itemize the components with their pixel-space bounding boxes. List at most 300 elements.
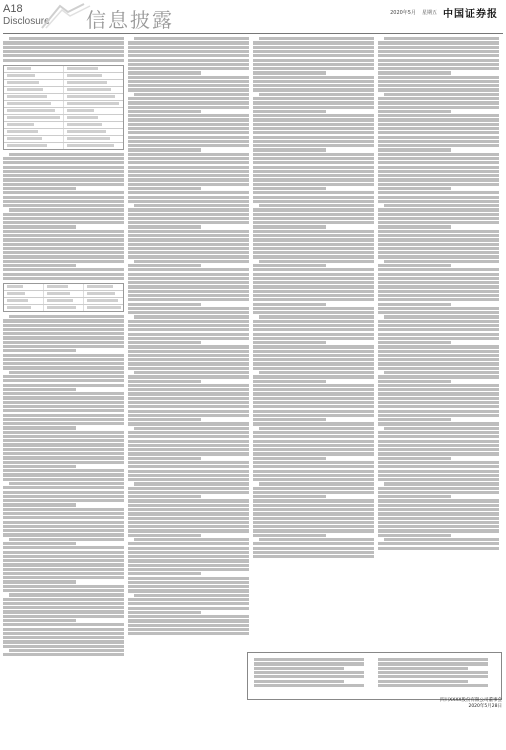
text-line xyxy=(128,367,249,370)
text-line xyxy=(378,375,499,378)
text-line xyxy=(378,333,499,336)
text-line xyxy=(384,482,499,485)
text-line xyxy=(253,478,374,481)
text-line xyxy=(253,551,374,554)
text-line xyxy=(128,598,249,601)
text-line xyxy=(128,307,249,310)
text-line xyxy=(253,110,326,113)
text-line xyxy=(3,174,124,177)
text-line xyxy=(378,354,499,357)
table-cell xyxy=(4,129,64,135)
text-line xyxy=(3,187,76,190)
text-line xyxy=(378,290,499,293)
text-line xyxy=(253,380,326,383)
text-line xyxy=(253,118,374,121)
text-line xyxy=(3,336,124,339)
text-line xyxy=(3,354,124,357)
text-line xyxy=(3,50,124,53)
text-line xyxy=(253,499,374,502)
text-line xyxy=(378,46,499,49)
text-line xyxy=(253,59,374,62)
text-line xyxy=(128,568,249,571)
text-line xyxy=(378,478,499,481)
text-line xyxy=(3,589,124,592)
text-line xyxy=(128,166,249,169)
text-line xyxy=(3,341,124,344)
text-line xyxy=(128,392,249,395)
text-line xyxy=(128,431,249,434)
text-line xyxy=(3,542,76,545)
text-line xyxy=(378,234,499,237)
text-line xyxy=(378,67,499,70)
table-row xyxy=(4,94,123,101)
text-line xyxy=(128,84,249,87)
text-line xyxy=(253,410,374,413)
text-line xyxy=(378,161,499,164)
text-line xyxy=(3,576,124,579)
text-line xyxy=(253,273,374,276)
text-line xyxy=(128,196,249,199)
text-line xyxy=(384,315,499,318)
text-line xyxy=(9,315,124,318)
text-line xyxy=(3,486,124,489)
text-line xyxy=(378,662,488,665)
text-line xyxy=(253,508,374,511)
table-cell xyxy=(4,305,44,311)
text-line xyxy=(378,542,499,545)
text-line xyxy=(378,341,451,344)
text-line xyxy=(128,461,249,464)
text-line xyxy=(3,358,124,361)
text-line xyxy=(128,487,249,490)
text-line xyxy=(378,110,451,113)
text-line xyxy=(3,200,124,203)
text-line xyxy=(3,551,124,554)
text-line xyxy=(128,127,249,130)
text-line xyxy=(253,362,374,365)
text-line xyxy=(378,414,499,417)
text-line xyxy=(253,255,374,258)
text-line xyxy=(378,59,499,62)
text-line xyxy=(3,503,76,506)
text-line xyxy=(3,435,124,438)
text-line xyxy=(378,294,499,297)
text-line xyxy=(378,658,488,661)
text-line xyxy=(378,675,488,678)
text-line xyxy=(378,217,499,220)
text-line xyxy=(253,166,374,169)
text-line xyxy=(378,178,499,181)
text-line xyxy=(378,358,499,361)
text-line xyxy=(378,136,499,139)
text-line xyxy=(253,440,374,443)
text-line xyxy=(128,200,249,203)
article-column-4 xyxy=(378,36,499,742)
text-line xyxy=(378,238,499,241)
text-line xyxy=(384,427,499,430)
text-line xyxy=(253,525,374,528)
text-line xyxy=(3,456,124,459)
text-line xyxy=(253,217,374,220)
text-line xyxy=(253,157,374,160)
text-line xyxy=(259,427,374,430)
text-line xyxy=(128,110,201,113)
text-line xyxy=(378,243,499,246)
text-line xyxy=(128,71,201,74)
text-line xyxy=(384,538,499,541)
text-line xyxy=(253,140,374,143)
text-line xyxy=(128,170,249,173)
text-line xyxy=(128,547,249,550)
text-line xyxy=(128,512,249,515)
page-number: A18 xyxy=(3,3,23,15)
text-line xyxy=(128,131,249,134)
text-line xyxy=(3,512,124,515)
text-line xyxy=(128,457,201,460)
text-line xyxy=(3,230,124,233)
text-line xyxy=(128,350,249,353)
text-line xyxy=(253,88,374,91)
text-line xyxy=(3,491,124,494)
table-cell xyxy=(4,115,64,121)
text-line xyxy=(378,140,499,143)
text-line xyxy=(3,495,124,498)
text-line xyxy=(3,166,124,169)
text-line xyxy=(259,204,374,207)
text-line xyxy=(128,290,249,293)
text-line xyxy=(378,88,499,91)
text-line xyxy=(253,422,374,425)
text-line xyxy=(128,384,249,387)
text-line xyxy=(253,127,374,130)
table-cell xyxy=(4,73,64,79)
text-line xyxy=(134,538,249,541)
text-line xyxy=(378,277,499,280)
text-line xyxy=(253,225,326,228)
header-meta xyxy=(390,5,498,20)
text-line xyxy=(378,684,488,687)
text-line xyxy=(253,123,374,126)
text-line xyxy=(253,268,374,271)
text-line xyxy=(128,499,249,502)
text-line xyxy=(378,303,451,306)
table-cell xyxy=(64,66,123,72)
text-line xyxy=(378,63,499,66)
text-line xyxy=(253,465,374,468)
text-line xyxy=(128,264,201,267)
table-row xyxy=(4,298,123,305)
text-line xyxy=(254,684,364,687)
text-line xyxy=(3,533,124,536)
text-line xyxy=(253,431,374,434)
text-line xyxy=(3,478,124,481)
text-line xyxy=(378,123,499,126)
text-line xyxy=(3,585,124,588)
text-line xyxy=(128,238,249,241)
text-line xyxy=(128,76,249,79)
text-line xyxy=(128,285,249,288)
text-line xyxy=(253,444,374,447)
text-line xyxy=(128,153,249,156)
section-name-en: Disclosure xyxy=(3,16,50,27)
table-cell xyxy=(64,80,123,86)
text-line xyxy=(3,623,124,626)
text-line xyxy=(253,324,374,327)
text-line xyxy=(378,183,499,186)
table-row xyxy=(4,136,123,143)
text-line xyxy=(253,534,326,537)
text-line xyxy=(3,196,124,199)
text-line xyxy=(128,414,249,417)
text-line xyxy=(3,366,124,369)
text-line xyxy=(253,76,374,79)
text-line xyxy=(3,238,124,241)
table-row xyxy=(4,108,123,115)
text-line xyxy=(253,153,374,156)
text-line xyxy=(3,260,124,263)
text-line xyxy=(128,148,201,151)
text-line xyxy=(3,598,124,601)
text-line xyxy=(378,41,499,44)
text-line xyxy=(128,380,201,383)
text-line xyxy=(378,667,468,670)
text-line xyxy=(378,174,499,177)
data-table xyxy=(3,283,124,312)
text-line xyxy=(134,482,249,485)
text-line xyxy=(253,337,374,340)
text-line xyxy=(253,281,374,284)
text-line xyxy=(128,615,249,618)
text-line xyxy=(259,482,374,485)
text-line xyxy=(259,371,374,374)
text-line xyxy=(378,491,499,494)
text-line xyxy=(378,106,499,109)
table-row xyxy=(4,66,123,73)
text-line xyxy=(253,243,374,246)
text-line xyxy=(384,204,499,207)
text-line xyxy=(253,136,374,139)
text-line xyxy=(128,337,249,340)
text-line xyxy=(253,178,374,181)
text-line xyxy=(378,410,499,413)
text-line xyxy=(128,294,249,297)
text-line xyxy=(378,499,499,502)
text-line xyxy=(378,247,499,250)
text-line xyxy=(9,153,124,156)
text-line xyxy=(378,337,499,340)
text-line xyxy=(9,482,124,485)
text-line xyxy=(128,157,249,160)
text-line xyxy=(378,298,499,301)
text-line xyxy=(134,37,249,40)
text-line xyxy=(378,311,499,314)
text-line xyxy=(253,290,374,293)
text-line xyxy=(378,71,451,74)
table-cell xyxy=(64,143,123,149)
text-line xyxy=(128,298,249,301)
text-line xyxy=(378,345,499,348)
text-line xyxy=(378,114,499,117)
text-line xyxy=(378,431,499,434)
text-line xyxy=(128,624,249,627)
text-line xyxy=(3,277,124,280)
text-line xyxy=(128,375,249,378)
table-cell xyxy=(64,94,123,100)
text-line xyxy=(378,97,499,100)
text-line xyxy=(3,54,124,57)
text-line xyxy=(253,114,374,117)
text-line xyxy=(128,187,201,190)
text-line xyxy=(134,315,249,318)
text-line xyxy=(3,170,124,173)
text-line xyxy=(3,465,76,468)
text-line xyxy=(128,611,201,614)
text-line xyxy=(128,405,249,408)
text-line xyxy=(128,607,249,610)
text-line xyxy=(3,401,124,404)
text-line xyxy=(3,653,124,656)
text-line xyxy=(128,114,249,117)
text-line xyxy=(3,640,124,643)
text-line xyxy=(378,118,499,121)
text-line xyxy=(254,658,364,661)
text-line xyxy=(128,54,249,57)
text-line xyxy=(253,461,374,464)
text-line xyxy=(378,487,499,490)
text-line xyxy=(3,46,124,49)
table-cell xyxy=(4,291,44,297)
table-row xyxy=(4,115,123,122)
text-line xyxy=(378,208,499,211)
text-line xyxy=(253,80,374,83)
article-columns xyxy=(3,36,503,742)
text-line xyxy=(253,191,374,194)
table-cell xyxy=(64,115,123,121)
text-line xyxy=(134,93,249,96)
text-line xyxy=(3,392,124,395)
text-line xyxy=(3,384,124,387)
table-row xyxy=(4,87,123,94)
text-line xyxy=(3,529,124,532)
text-line xyxy=(128,140,249,143)
article-column-1 xyxy=(3,36,124,742)
table-cell xyxy=(4,66,64,72)
text-line xyxy=(3,264,76,267)
text-line xyxy=(378,225,451,228)
text-line xyxy=(9,649,124,652)
text-line xyxy=(3,422,124,425)
text-line xyxy=(253,247,374,250)
table-cell xyxy=(4,122,64,128)
signature-box-right xyxy=(378,657,488,688)
text-line xyxy=(3,469,124,472)
text-line xyxy=(378,131,499,134)
text-line xyxy=(253,517,374,520)
text-line xyxy=(3,448,124,451)
text-line xyxy=(253,354,374,357)
text-line xyxy=(253,341,326,344)
table-cell xyxy=(64,136,123,142)
text-line xyxy=(378,187,451,190)
table-row xyxy=(4,129,123,136)
text-line xyxy=(128,418,201,421)
text-line xyxy=(253,285,374,288)
text-line xyxy=(378,504,499,507)
text-line xyxy=(378,525,499,528)
text-line xyxy=(128,273,249,276)
text-line xyxy=(253,448,374,451)
text-line xyxy=(254,675,364,678)
text-line xyxy=(378,440,499,443)
text-line xyxy=(3,619,76,622)
table-row xyxy=(4,73,123,80)
text-line xyxy=(259,260,374,263)
text-line xyxy=(253,63,374,66)
text-line xyxy=(253,333,374,336)
text-line xyxy=(3,204,124,207)
text-line xyxy=(134,594,249,597)
text-line xyxy=(128,440,249,443)
text-line xyxy=(378,457,451,460)
text-line xyxy=(253,208,374,211)
text-line xyxy=(253,97,374,100)
text-line xyxy=(253,183,374,186)
text-line xyxy=(9,208,124,211)
data-table xyxy=(3,65,124,150)
text-line xyxy=(3,563,124,566)
text-line xyxy=(378,470,499,473)
text-line xyxy=(3,217,124,220)
text-line xyxy=(253,457,326,460)
text-line xyxy=(3,324,124,327)
text-line xyxy=(253,491,374,494)
table-cell xyxy=(64,122,123,128)
issue-date: 2020年5月 xyxy=(390,10,416,16)
text-line xyxy=(254,662,364,665)
text-line xyxy=(3,628,124,631)
text-line xyxy=(3,332,124,335)
text-line xyxy=(378,495,451,498)
text-line xyxy=(378,388,499,391)
text-line xyxy=(3,59,124,62)
text-line xyxy=(378,380,451,383)
text-line xyxy=(3,345,124,348)
text-line xyxy=(128,41,249,44)
text-line xyxy=(134,204,249,207)
text-line xyxy=(253,221,374,224)
text-line xyxy=(128,230,249,233)
text-line xyxy=(253,67,374,70)
text-line xyxy=(378,435,499,438)
text-line xyxy=(128,628,249,631)
text-line xyxy=(378,166,499,169)
text-line xyxy=(3,632,124,635)
text-line xyxy=(128,178,249,181)
text-line xyxy=(128,508,249,511)
text-line xyxy=(254,671,364,674)
text-line xyxy=(3,375,124,378)
text-line xyxy=(128,303,201,306)
text-line xyxy=(253,392,374,395)
text-line xyxy=(254,680,344,683)
table-cell xyxy=(64,108,123,114)
text-line xyxy=(3,473,124,476)
section-name-zh: 信息披露 xyxy=(86,8,174,32)
text-line xyxy=(128,555,249,558)
text-line xyxy=(378,367,499,370)
text-line xyxy=(128,422,249,425)
text-line xyxy=(378,200,499,203)
